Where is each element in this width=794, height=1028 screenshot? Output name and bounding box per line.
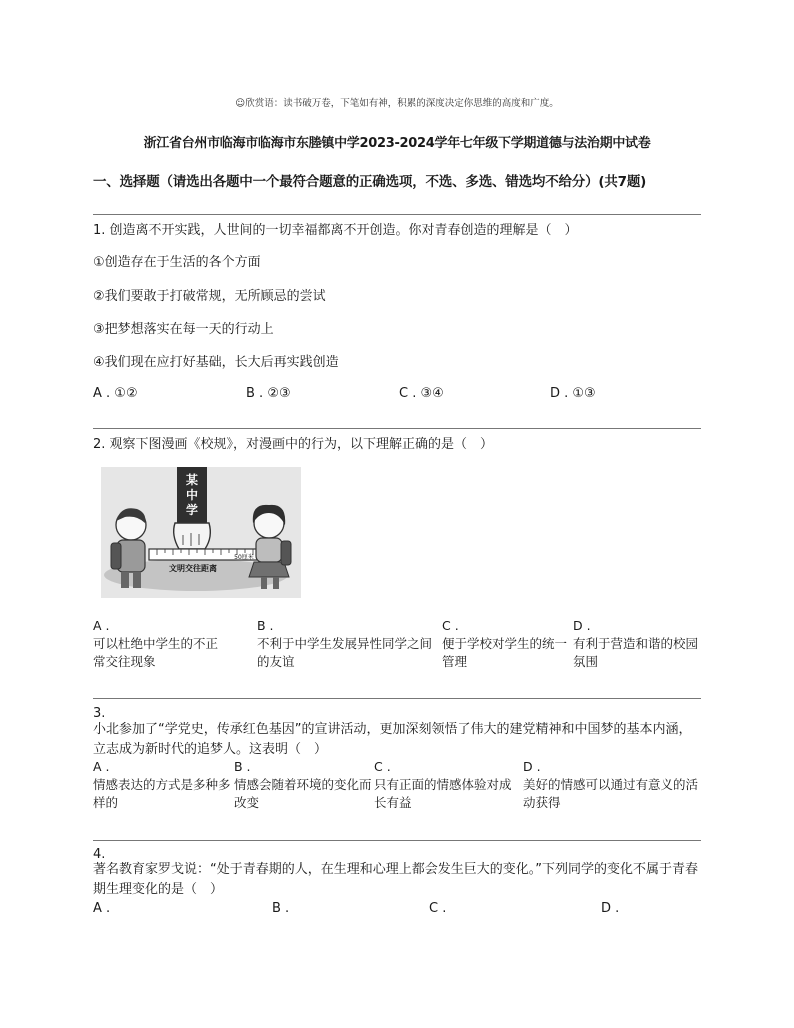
- cartoon-ruler-mark: 50厘米: [234, 554, 254, 561]
- question-2-option-d[interactable]: [573, 617, 703, 671]
- question-1-statement-1: ①创造存在于生活的各个方面: [93, 255, 261, 270]
- question-1-option-c[interactable]: C . ③④: [399, 386, 444, 401]
- question-1-option-d[interactable]: D . ①③: [550, 386, 596, 401]
- option-text: 情感会随着环境的变化而改变: [234, 777, 372, 810]
- question-1-stem: 1. 创造离不开实践，人世间的一切幸福都离不开创造。你对青春创造的理解是（ ）: [93, 223, 578, 238]
- option-letter: C .: [374, 759, 391, 774]
- option-text: 不利于中学生发展异性同学之间的友谊: [257, 636, 433, 669]
- option-letter: D .: [573, 618, 591, 633]
- question-4-option-d[interactable]: D .: [601, 901, 620, 916]
- cartoon-sign-char: 中: [185, 488, 199, 502]
- option-text: 只有正面的情感体验对成长有益: [374, 777, 512, 810]
- option-letter: A .: [93, 618, 110, 633]
- option-letter: D .: [523, 759, 541, 774]
- divider: [93, 840, 701, 841]
- option-text: 可以杜绝中学生的不正常交往现象: [93, 636, 219, 669]
- option-text: 情感表达的方式是多种多样的: [93, 777, 231, 810]
- question-4-option-a[interactable]: A .: [93, 901, 111, 916]
- option-letter: B .: [257, 618, 274, 633]
- question-4-stem: 著名教育家罗戈说：“处于青春期的人，在生理和心理上都会发生巨大的变化。”下列同学的变化不属于青春期生理变化的是（ ）: [93, 862, 698, 897]
- question-3-option-c[interactable]: [374, 758, 516, 812]
- cartoon-ruler-label: 文明交往距离: [169, 564, 217, 573]
- question-1-option-a[interactable]: A . ①②: [93, 386, 138, 401]
- question-1-statement-3: ③把梦想落实在每一天的行动上: [93, 322, 274, 337]
- question-3-stem: 小北参加了“学党史，传承红色基因”的宣讲活动，更加深刻领悟了伟大的建党精神和中国梦的基本内涵，立志成为新时代的追梦人。这表明（ ）: [93, 722, 692, 757]
- question-3-option-b[interactable]: [234, 758, 374, 812]
- question-1-statement-2: ②我们要敢于打破常规，无所顾忌的尝试: [93, 289, 326, 304]
- divider: [93, 214, 701, 215]
- question-2-stem: 2. 观察下图漫画《校规》，对漫画中的行为，以下理解正确的是（ ）: [93, 437, 494, 452]
- option-letter: C .: [442, 618, 459, 633]
- question-1-option-b[interactable]: B . ②③: [246, 386, 291, 401]
- cartoon-sign-char: 学: [185, 503, 199, 517]
- exam-title: 浙江省台州市临海市临海市东塍镇中学2023-2024学年七年级下学期道德与法治期中试卷: [143, 136, 651, 151]
- option-text: 美好的情感可以通过有意义的活动获得: [523, 777, 699, 810]
- question-4-number: 4.: [93, 847, 106, 862]
- option-text: 便于学校对学生的统一管理: [442, 636, 568, 669]
- option-text: 有利于营造和谐的校园氛围: [573, 636, 699, 669]
- question-2-option-c[interactable]: [442, 617, 572, 671]
- question-2-option-b[interactable]: [257, 617, 437, 671]
- question-3-number: 3.: [93, 706, 106, 721]
- question-4-option-b[interactable]: B .: [272, 901, 290, 916]
- cartoon-sign-char-1: [185, 472, 198, 517]
- school-rules-cartoon: [101, 467, 301, 598]
- motto-line: ☺欣赏语：读书破万卷，下笔如有神，积累的深度决定你思维的高度和广度。: [235, 98, 559, 109]
- question-3-option-a[interactable]: [93, 758, 233, 812]
- question-2-option-a[interactable]: [93, 617, 223, 671]
- option-letter: A .: [93, 759, 110, 774]
- question-3-option-d[interactable]: [523, 758, 703, 812]
- question-4-option-c[interactable]: C .: [429, 901, 447, 916]
- section-heading: 一、选择题（请选出各题中一个最符合题意的正确选项，不选、多选、错选均不给分）(共7题): [93, 174, 647, 190]
- option-letter: B .: [234, 759, 251, 774]
- question-1-statement-4: ④我们现在应打好基础，长大后再实践创造: [93, 355, 339, 370]
- cartoon-sign-char: 某: [185, 473, 199, 487]
- divider: [93, 428, 701, 429]
- divider: [93, 698, 701, 699]
